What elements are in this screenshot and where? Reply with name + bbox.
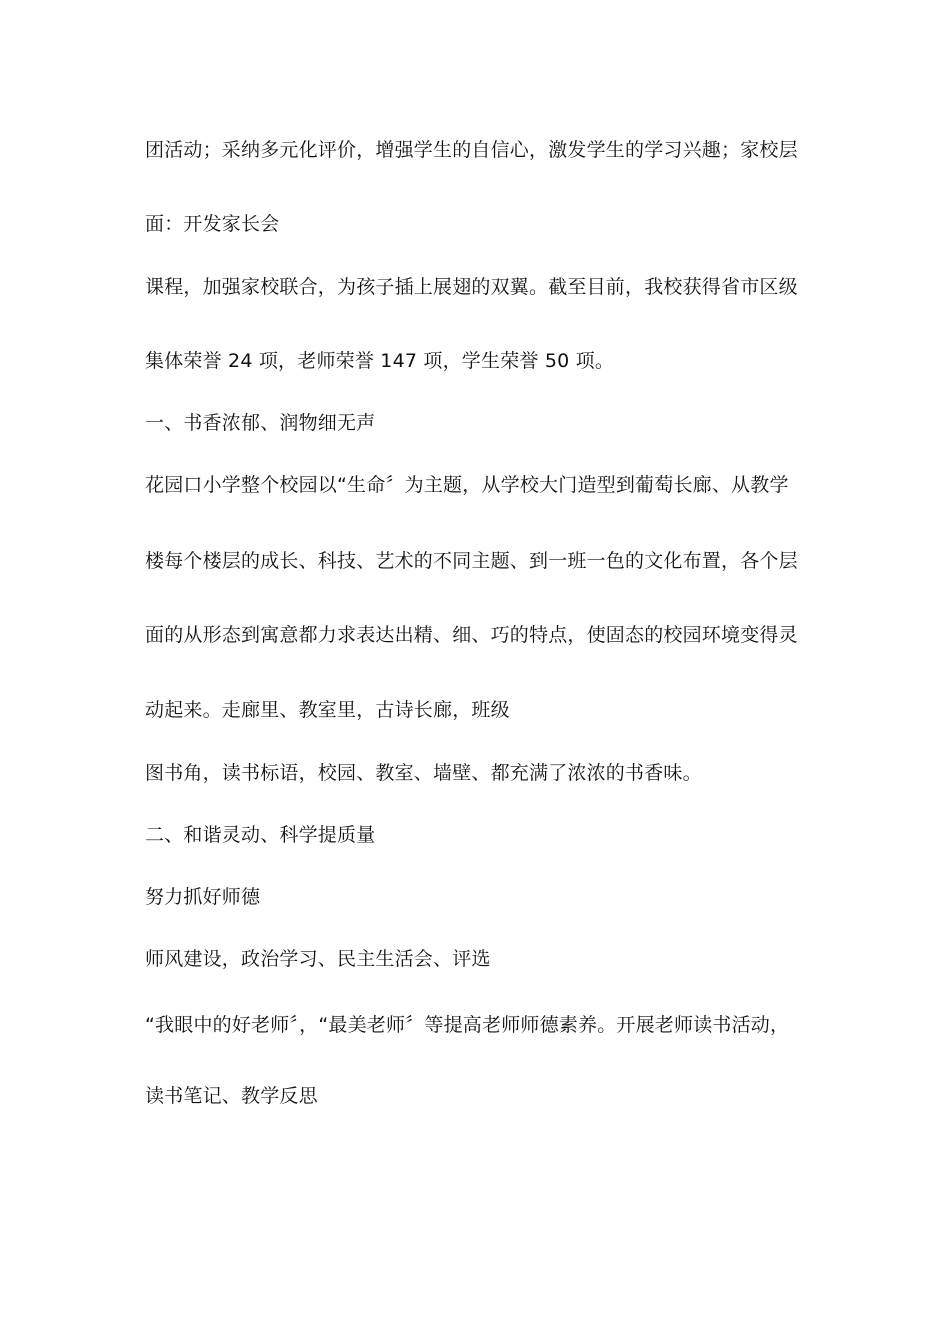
paragraph-line: 楼每个楼层的成长、科技、艺术的不同主题、到一班一色的文化布置，各个层 — [145, 550, 798, 572]
paragraph-line: “我眼中的好老师〞，“最美老师〞等提高老师师德素养。开展老师读书活动， — [145, 1014, 790, 1036]
section-heading: 二、和谐灵动、科学提质量 — [145, 824, 376, 846]
paragraph-line: 努力抓好师德 — [145, 886, 261, 908]
paragraph-line: 读书笔记、教学反思 — [145, 1085, 318, 1107]
section-heading: 一、书香浓郁、润物细无声 — [145, 412, 376, 434]
paragraph-line: 集体荣誉 24 项，老师荣誉 147 项，学生荣誉 50 项。 — [145, 350, 615, 372]
paragraph-line: 动起来。走廊里、教室里，古诗长廊，班级 — [145, 699, 510, 721]
paragraph-line: 师风建设，政治学习、民主生活会、评选 — [145, 948, 491, 970]
paragraph-line: 花园口小学整个校园以“生命〞为主题，从学校大门造型到葡萄长廊、从教学 — [145, 474, 789, 496]
paragraph-line: 课程，加强家校联合，为孩子插上展翅的双翼。截至目前，我校获得省市区级 — [145, 276, 798, 298]
paragraph-line: 面：开发家长会 — [145, 213, 280, 235]
paragraph-line: 团活动；采纳多元化评价，增强学生的自信心，激发学生的学习兴趣；家校层 — [145, 139, 798, 161]
paragraph-line: 图书角，读书标语，校园、教室、墙壁、都充满了浓浓的书香味。 — [145, 762, 702, 784]
paragraph-line: 面的从形态到寓意都力求表达出精、细、巧的特点，使固态的校园环境变得灵 — [145, 624, 798, 646]
